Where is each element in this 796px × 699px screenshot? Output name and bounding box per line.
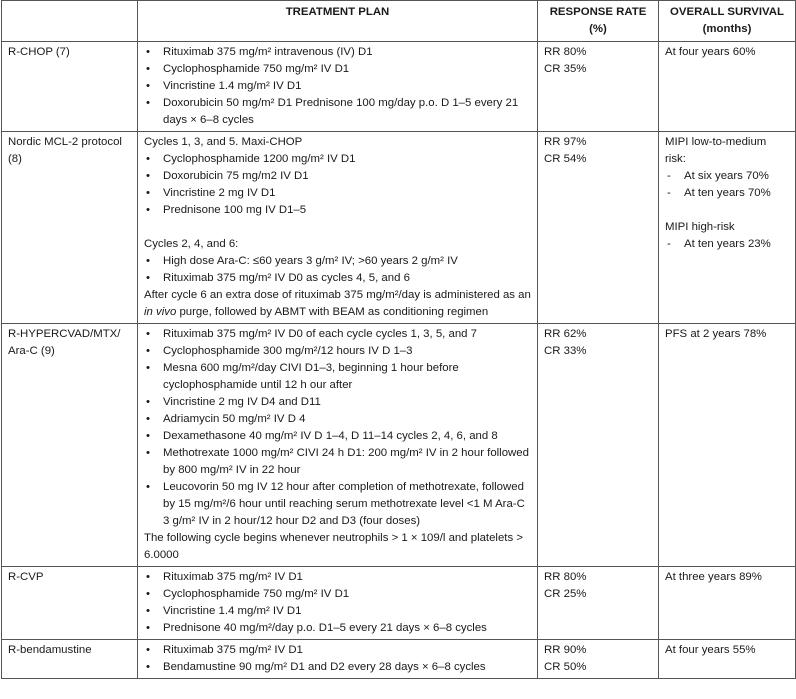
list-item: • Doxorubicin 50 mg/m² D1 Prednisone 100 mg/day p.o. D 1–5 every 21 days × 6–8 cycles	[146, 97, 519, 126]
list-item: • Cyclophosphamide 750 mg/m² IV D1	[146, 588, 350, 600]
list-item: • Rituximab 375 mg/m² intravenous (IV) D1	[146, 46, 373, 58]
header-row	[2, 1, 796, 42]
list-item: • Prednisone 40 mg/m²/day p.o. D1–5 every 21 days × 6–8 cycles	[146, 622, 487, 634]
regimen-cell: R-CHOP (7)	[2, 42, 138, 132]
regimen-cell: Nordic MCL-2 protocol (8)	[2, 132, 138, 324]
survival-cell	[659, 324, 796, 567]
response-cell	[538, 567, 659, 640]
list-item: • Rituximab 375 mg/m² IV D1	[146, 571, 303, 583]
table-row	[2, 567, 796, 640]
plan-cell	[138, 567, 538, 640]
plan-outro: After cycle 6 an extra dose of rituximab 375 mg/m²/day is administered as an in vivo purge, followed by ABMT with BEAM as conditioning regimen	[144, 289, 531, 318]
list-item: • Cyclophosphamide 1200 mg/m² IV D1	[146, 153, 356, 165]
list-item: • Rituximab 375 mg/m² IV D1	[146, 644, 303, 656]
response-cell	[538, 132, 659, 324]
response-cell	[538, 42, 659, 132]
list-item: • Vincristine 2 mg IV D4 and D11	[146, 396, 321, 408]
list-item: - At ten years 23%	[667, 238, 771, 250]
header-survival-line1: OVERALL SURVIVAL	[670, 6, 784, 18]
cr-value: CR 54%	[544, 153, 587, 165]
survival-cell	[659, 567, 796, 640]
plan-intro: Cycles 1, 3, and 5. Maxi-CHOP	[144, 136, 303, 148]
table-row	[2, 640, 796, 679]
regimen-cell: R-HYPERCVAD/MTX/ Ara-C (9)	[2, 324, 138, 567]
cr-value: CR 33%	[544, 345, 587, 357]
plan-cell	[138, 640, 538, 679]
rr-value: RR 80%	[544, 46, 587, 58]
survival-value: At four years 60%	[665, 46, 756, 58]
treatment-table	[1, 0, 796, 679]
list-item: • Mesna 600 mg/m²/day CIVI D1–3, beginning 1 hour before cyclophosphamide until 12 h our after	[146, 362, 459, 391]
survival-value: At three years 89%	[665, 571, 762, 583]
list-item: • Adriamycin 50 mg/m² IV D 4	[146, 413, 306, 425]
survival-cell	[659, 640, 796, 679]
plan-cell	[138, 132, 538, 324]
survival-value: PFS at 2 years 78%	[665, 328, 767, 340]
cr-value: CR 25%	[544, 588, 587, 600]
list-item: • Bendamustine 90 mg/m² D1 and D2 every 28 days × 6–8 cycles	[146, 661, 486, 673]
plan-cell	[138, 324, 538, 567]
plan-cell	[138, 42, 538, 132]
survival-cell	[659, 42, 796, 132]
cr-value: CR 35%	[544, 63, 587, 75]
list-item: - At six years 70%	[667, 170, 769, 182]
rr-value: RR 90%	[544, 644, 587, 656]
list-item: • Cyclophosphamide 300 mg/m²/12 hours IV D 1–3	[146, 345, 413, 357]
list-item: • Leucovorin 50 mg IV 12 hour after completion of methotrexate, followed by 15 mg/m²/6 hour until reaching serum methotrexate level <1 M Ara-C 3 g/m² IV in 2 hour/12 hour D2 and D3 (four doses)	[146, 481, 525, 527]
header-survival-line2: (months)	[702, 23, 752, 35]
header-treatment-label: TREATMENT PLAN	[285, 6, 390, 18]
rr-value: RR 80%	[544, 571, 587, 583]
header-response-line2: (%)	[589, 23, 607, 35]
header-response-rate	[538, 1, 659, 42]
list-item: • Vincristine 2 mg IV D1	[146, 187, 276, 199]
list-item: • Dexamethasone 40 mg/m² IV D 1–4, D 11–14 cycles 2, 4, 6, and 8	[146, 430, 498, 442]
header-regimen	[2, 1, 138, 42]
list-item: • Methotrexate 1000 mg/m² CIVI 24 h D1: 200 mg/m² IV in 2 hour followed by 800 mg/m² IV in 22 hour	[146, 447, 529, 476]
list-item: • High dose Ara-C: ≤60 years 3 g/m² IV; >60 years 2 g/m² IV	[146, 255, 458, 267]
list-item: • Rituximab 375 mg/m² IV D0 of each cycle cycles 1, 3, 5, and 7	[146, 328, 478, 340]
regimen-cell: R-CVP	[2, 567, 138, 640]
header-overall-survival	[659, 1, 796, 42]
survival-head: MIPI high-risk	[665, 221, 735, 233]
list-item: • Prednisone 100 mg IV D1–5	[146, 204, 307, 216]
list-item: • Rituximab 375 mg/m² IV D0 as cycles 4, 5, and 6	[146, 272, 410, 284]
list-item: - At ten years 70%	[667, 187, 771, 199]
response-cell	[538, 640, 659, 679]
list-item: • Doxorubicin 75 mg/m2 IV D1	[146, 170, 309, 182]
list-item: • Vincristine 1.4 mg/m² IV D1	[146, 605, 302, 617]
list-item: • Vincristine 1.4 mg/m² IV D1	[146, 80, 302, 92]
survival-cell	[659, 132, 796, 324]
plan-outro: The following cycle begins whenever neutrophils > 1 × 109/l and platelets > 6.0000	[144, 532, 523, 561]
response-cell	[538, 324, 659, 567]
rr-value: RR 62%	[544, 328, 587, 340]
survival-head: MIPI low-to-medium risk:	[665, 136, 767, 165]
regimen-cell: R-bendamustine	[2, 640, 138, 679]
list-item: • Cyclophosphamide 750 mg/m² IV D1	[146, 63, 350, 75]
table-row	[2, 132, 796, 324]
cr-value: CR 50%	[544, 661, 587, 673]
header-response-line1: RESPONSE RATE	[549, 6, 647, 18]
header-treatment-plan	[138, 1, 538, 42]
table-row	[2, 42, 796, 132]
plan-intro-2: Cycles 2, 4, and 6:	[144, 238, 239, 250]
table-row	[2, 324, 796, 567]
rr-value: RR 97%	[544, 136, 587, 148]
survival-value: At four years 55%	[665, 644, 756, 656]
